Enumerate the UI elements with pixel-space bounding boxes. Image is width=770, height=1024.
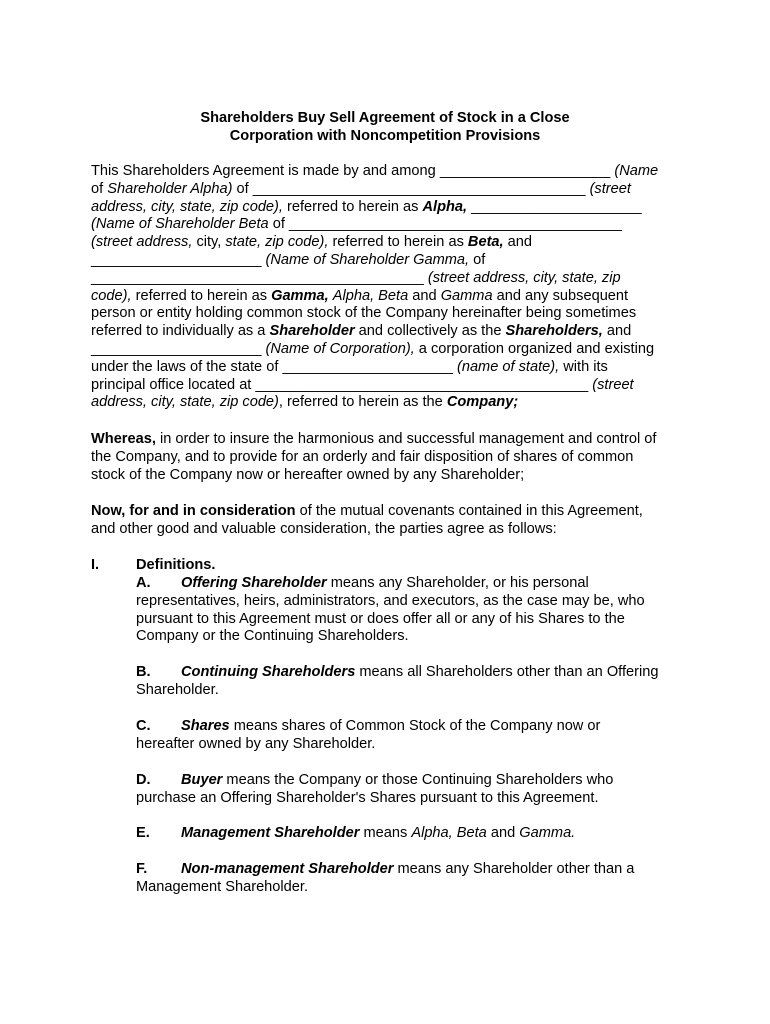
- text: Shareholder.: [136, 681, 219, 698]
- text: (street address, city, state, zip: [427, 269, 621, 286]
- defined-term: Offering Shareholder: [181, 575, 327, 591]
- text: of the mutual covenants contained in this Agreement,: [295, 503, 643, 519]
- text: stock of the Company now or hereafter owned by any Shareholder;: [91, 466, 525, 483]
- whereas-lead: Whereas,: [91, 431, 156, 447]
- text: address, city, state, zip code),: [91, 198, 283, 215]
- definition-f: [136, 861, 696, 897]
- text: city,: [192, 234, 222, 251]
- text: _____________________: [91, 340, 266, 357]
- text: with its: [559, 358, 608, 375]
- consideration-lead: Now, for and in consideration: [91, 503, 296, 519]
- text: representatives, heirs, administrators, and executors, as the case may be, who: [136, 592, 645, 609]
- text: means any Shareholder, or his personal: [326, 575, 589, 591]
- text: hereafter owned by any Shareholder.: [136, 735, 376, 752]
- document-title: [0, 109, 770, 145]
- text: (street: [589, 180, 631, 197]
- definition-a: [136, 575, 696, 646]
- defined-term: Non-management Shareholder: [181, 861, 394, 877]
- title-line-2: Corporation with Noncompetition Provisions: [229, 128, 541, 144]
- intro-paragraph: [91, 163, 691, 412]
- text: referred to individually as a: [91, 323, 270, 340]
- definition-e: [136, 825, 696, 843]
- definition-letter: D.: [136, 772, 151, 788]
- text: , referred to herein as the: [278, 394, 447, 411]
- text: (Name of Shareholder Beta: [91, 216, 269, 233]
- text: means any Shareholder other than a: [393, 861, 635, 877]
- defined-term: Shareholder: [269, 323, 355, 340]
- definition-letter: B.: [136, 664, 151, 680]
- text: person or entity holding common stock of the Company hereinafter being sometimes: [91, 305, 637, 322]
- text: and any subsequent: [492, 287, 629, 304]
- consideration-paragraph: [91, 503, 691, 539]
- text: under the laws of the state of _____________________: [91, 358, 457, 375]
- definition-letter: C.: [136, 718, 151, 734]
- text: of _________________________________________: [268, 216, 622, 233]
- text: (Name of Corporation),: [265, 340, 415, 357]
- defined-term: Continuing Shareholders: [181, 664, 356, 680]
- text: Company or the Continuing Shareholders.: [136, 628, 409, 645]
- section-heading: Definitions.: [136, 557, 216, 573]
- text: and: [408, 287, 441, 304]
- text: means the Company or those Continuing Shareholders who: [222, 772, 614, 788]
- text: Alpha, Beta: [411, 825, 487, 841]
- text: (Name of Shareholder Gamma,: [265, 251, 470, 268]
- defined-term: Gamma,: [271, 287, 329, 304]
- text: Gamma.: [519, 825, 576, 841]
- text: a corporation organized and existing: [414, 340, 655, 357]
- text: (name of state),: [456, 358, 560, 375]
- defined-term: Beta,: [467, 234, 504, 251]
- defined-term: Shareholders,: [505, 323, 603, 340]
- text: pursuant to this Agreement must or does offer all or any of his Shares to the: [136, 610, 625, 627]
- text: (street address,: [91, 234, 193, 251]
- defined-term: Buyer: [181, 772, 223, 788]
- text: in order to insure the harmonious and successful management and control of: [155, 431, 657, 447]
- defined-term: Alpha,: [422, 198, 468, 215]
- title-line-1: Shareholders Buy Sell Agreement of Stock in a Close: [200, 110, 570, 126]
- text: referred to herein as: [131, 287, 272, 304]
- text: and: [602, 323, 632, 340]
- text: and: [503, 234, 533, 251]
- text: means: [359, 825, 412, 841]
- text: (street: [592, 376, 634, 393]
- text: referred to herein as: [282, 198, 423, 215]
- text: Management Shareholder.: [136, 878, 308, 895]
- text: and: [486, 825, 520, 841]
- text: the Company, and to provide for an orderly and fair disposition of shares of common: [91, 448, 634, 465]
- text: and collectively as the: [354, 323, 506, 340]
- definition-letter: A.: [136, 575, 151, 591]
- whereas-paragraph: [91, 431, 691, 484]
- section-numeral: I.: [91, 557, 100, 573]
- text: of _________________________________________: [232, 180, 590, 197]
- text: Gamma: [440, 287, 493, 304]
- definition-c: [136, 718, 696, 754]
- text: code),: [91, 287, 132, 304]
- defined-term: Shares: [181, 718, 230, 734]
- text: referred to herein as: [328, 234, 468, 251]
- text: address, city, state, zip code): [91, 394, 279, 411]
- text: Alpha, Beta: [332, 287, 409, 304]
- definition-b: [136, 664, 696, 700]
- text: means all Shareholders other than an Offering: [355, 664, 659, 680]
- text: _____________________: [91, 251, 266, 268]
- text: Shareholder Alpha): [107, 180, 233, 197]
- text: _____________________: [467, 198, 642, 215]
- definition-letter: F.: [136, 861, 148, 877]
- defined-term: Management Shareholder: [181, 825, 360, 841]
- text: state, zip code),: [221, 234, 329, 251]
- text: (Name: [614, 163, 659, 179]
- definition-letter: E.: [136, 825, 150, 841]
- text: means shares of Common Stock of the Company now or: [229, 718, 601, 734]
- text: of: [469, 251, 486, 268]
- text: _________________________________________: [91, 269, 428, 286]
- text: This Shareholders Agreement is made by and among _____________________: [91, 163, 615, 179]
- text: principal office located at _________________________________________: [91, 376, 593, 393]
- text: purchase an Offering Shareholder's Shares pursuant to this Agreement.: [136, 789, 599, 806]
- text: of: [91, 180, 108, 197]
- defined-term: Company;: [446, 394, 519, 411]
- text: and other good and valuable consideration, the parties agree as follows:: [91, 520, 557, 537]
- definition-d: [136, 772, 696, 808]
